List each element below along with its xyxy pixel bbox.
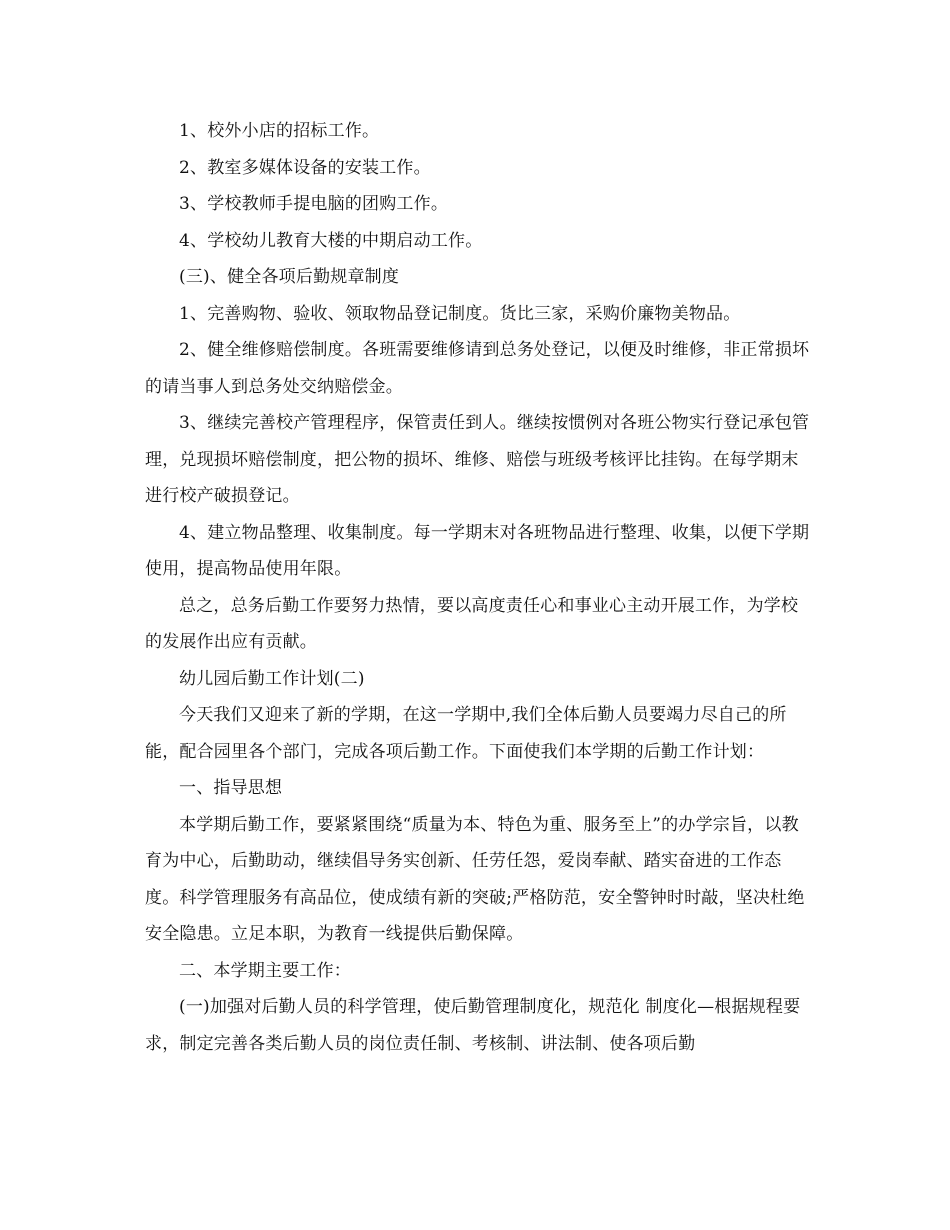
paragraph-repair-rules: 2、健全维修赔偿制度。各班需要维修请到总务处登记，以便及时维修，非正常损坏的请当事人到总务处交纳赔偿金。 [145,340,810,397]
paragraph-shop-bidding: 1、校外小店的招标工作。 [179,121,380,141]
section-heading-rules: (三)、健全各项后勤规章制度 [179,267,400,287]
paragraph-laptop-purchase: 3、学校教师手提电脑的团购工作。 [179,194,449,214]
paragraph-staff-management: (一)加强对后勤人员的科学管理，使后勤管理制度化，规范化 制度化—根据规程要求，制定完善各类后勤人员的岗位责任制、考核制、讲法制、使各项后勤 [145,997,801,1054]
paragraph-multimedia-install: 2、教室多媒体设备的安装工作。 [179,157,431,178]
paragraph-guiding-ideology: 本学期后勤工作，要紧紧围绕“质量为本、特色为重、服务至上”的办学宗旨，以教育为中心，后勤助动，继续倡导务实创新、任劳任怨，爱岗奉献、踏实奋进的工作态度。科学管理服务有高品位，使成绩有新的突破;严格防范，安全警钟时时敲，坚决杜绝安全隐患。立足本职，为教育一线提供后勤保障。 [145,814,805,944]
paragraph-purchase-rules: 1、完善购物、验收、领取物品登记制度。货比三家，采购价廉物美物品。 [179,303,741,324]
section-heading-guiding: 一、指导思想 [179,778,283,798]
paragraph-asset-management: 3、继续完善校产管理程序，保管责任到人。继续按惯例对各班公物实行登记承包管理，兑现损坏赔偿制度，把公物的损坏、维修、赔偿与班级考核评比挂钩。在每学期末进行校产破损登记。 [145,413,810,506]
section-heading-main-work: 二、本学期主要工作： [179,960,351,981]
paragraph-item-collection: 4、建立物品整理、收集制度。每一学期末对各班物品进行整理、收集，以便下学期使用，提高物品使用年限。 [145,522,810,579]
document-body [145,113,813,1062]
paragraph-summary: 总之，总务后勤工作要努力热情，要以高度责任心和事业心主动开展工作，为学校的发展作出应有贡献。 [145,595,799,652]
paragraph-building-startup: 4、学校幼儿教育大楼的中期启动工作。 [179,230,483,251]
paragraph-intro: 今天我们又迎来了新的学期，在这一学期中,我们全体后勤人员要竭力尽自己的所能，配合园里各个部门，完成各项后勤工作。下面使我们本学期的后勤工作计划： [145,705,787,762]
plan-title: 幼儿园后勤工作计划(二) [179,668,365,689]
